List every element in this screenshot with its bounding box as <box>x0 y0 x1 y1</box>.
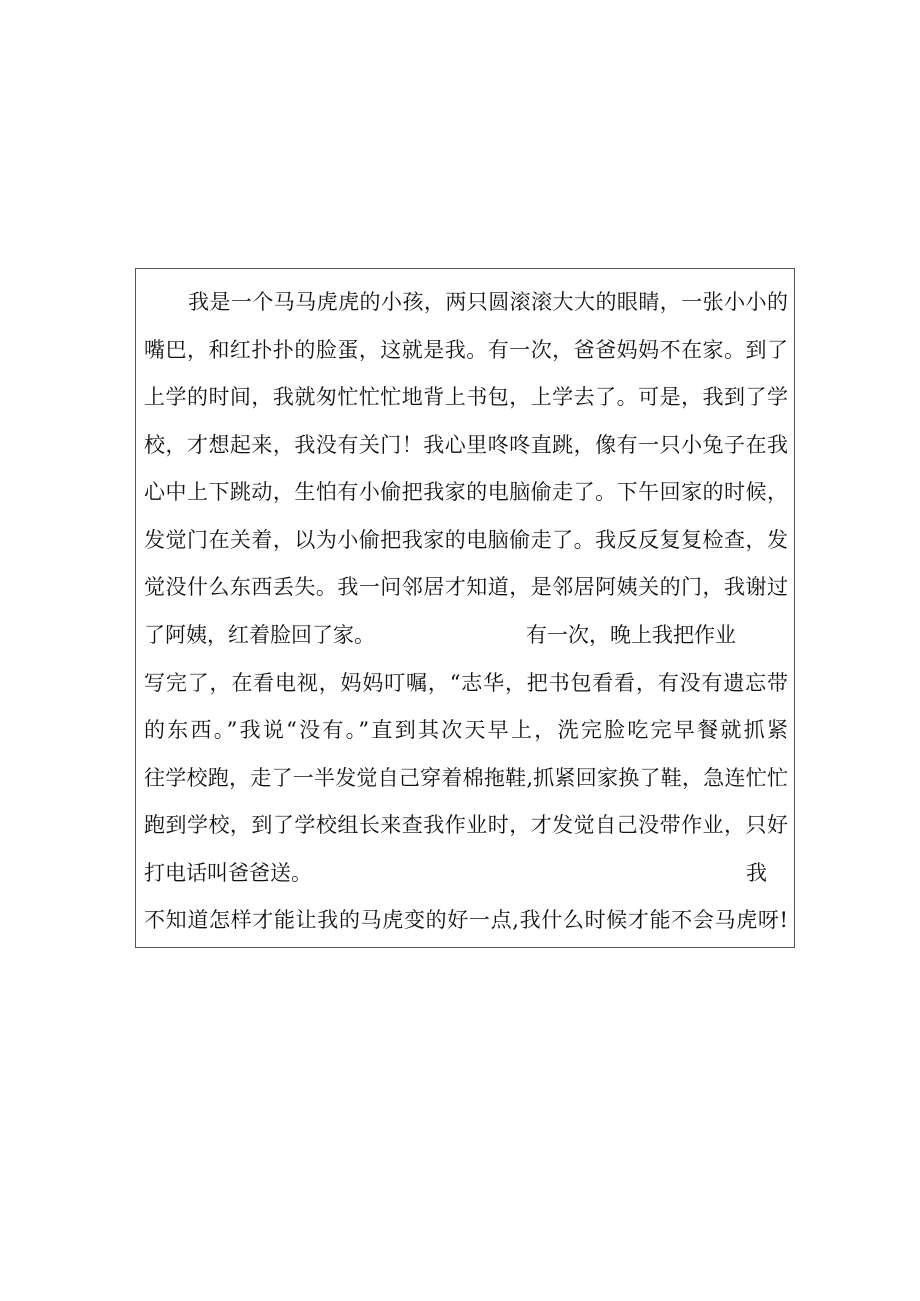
essay-line-11: 往学校跑，走了一半发觉自己穿着棉拖鞋,抓紧回家换了鞋，急连忙忙 <box>144 766 788 790</box>
essay-line-10: 的东西。”我说“没有。”直到其次天早上，洗完脸吃完早餐就抓紧 <box>144 718 788 742</box>
essay-line-1: 我是一个马马虎虎的小孩，两只圆滚滚大大的眼睛，一张小小的 <box>188 290 788 314</box>
essay-line-14: 不知道怎样才能让我的马虎变的好一点,我什么时候才能不会马虎呀! <box>144 908 788 932</box>
essay-line-6: 发觉门在关着，以为小偷把我家的电脑偷走了。我反反复复检查，发 <box>144 528 788 552</box>
essay-line-12: 跑到学校，到了学校组长来查我作业时，才发觉自己没带作业，只好 <box>144 813 788 837</box>
essay-line-9: 写完了，在看电视，妈妈叮嘱，“志华，把书包看看，有没有遗忘带 <box>144 671 788 695</box>
essay-line-8: 了阿姨，红着脸回了家。 <box>144 623 375 647</box>
essay-line-7: 觉没什么东西丢失。我一问邻居才知道，是邻居阿姨关的门，我谢过 <box>144 575 788 599</box>
essay-line-4: 校，才想起来，我没有关门！我心里咚咚直跳，像有一只小兔子在我 <box>144 433 788 457</box>
essay-line-5: 心中上下跳动，生怕有小偷把我家的电脑偷走了。下午回家的时候， <box>144 480 788 504</box>
essay-line-3: 上学的时间，我就匆忙忙忙地背上书包，上学去了。可是，我到了学 <box>144 385 788 409</box>
essay-line-13: 打电话叫爸爸送。 <box>144 861 312 885</box>
essay-text-box <box>135 268 795 948</box>
essay-line-13-tail: 我 <box>746 861 767 885</box>
essay-line-2: 嘴巴，和红扑扑的脸蛋，这就是我。有一次，爸爸妈妈不在家。到了 <box>144 338 788 362</box>
essay-line-8-tail: 有一次，晚上我把作业 <box>526 623 736 647</box>
